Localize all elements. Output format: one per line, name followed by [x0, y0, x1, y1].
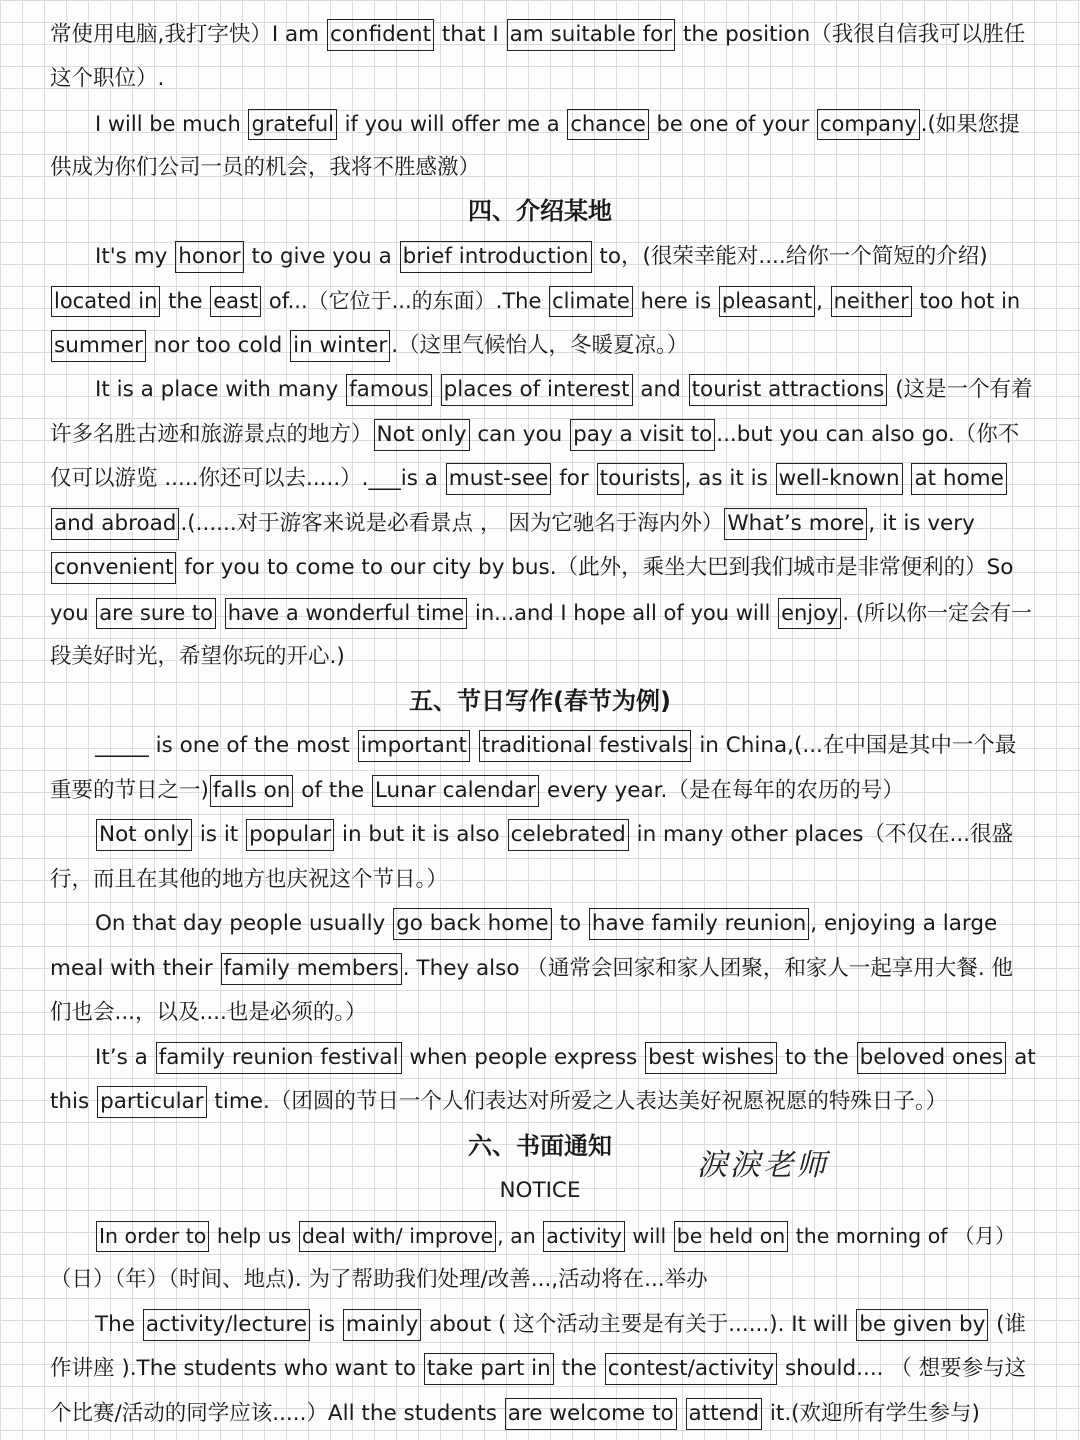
boxed-phrase: Not only [374, 419, 470, 451]
text-run: in many other places（不仅在...很盛 [629, 822, 1014, 847]
boxed-phrase: brief introduction [400, 241, 592, 273]
text-run: (谁 [989, 1312, 1027, 1337]
boxed-phrase: go back home [393, 908, 552, 940]
text-run: 作讲座 ).The students who want to [50, 1356, 423, 1381]
boxed-phrase: well-known [776, 463, 903, 495]
text-run: for you to come to our city by bus.（此外，乘坐大巴到我们城市是非常便利的）So [177, 555, 1014, 580]
text-run: is it [192, 822, 246, 847]
line-07 [50, 331, 1036, 361]
text-run: 重要的节日之一) [50, 778, 209, 803]
text-run: time.（团圆的节日一个人们表达对所爱之人表达美好祝愿祝愿的特殊日子。） [207, 1089, 948, 1114]
text-run: the [161, 289, 210, 313]
line-02 [50, 64, 1036, 94]
text-run: I will be much [95, 112, 248, 136]
boxed-phrase: best wishes [645, 1042, 777, 1074]
text-run [904, 466, 911, 491]
text-run: should.... （ 想要参与这 [778, 1356, 1027, 1381]
text-run: nor too cold [146, 333, 290, 358]
boxed-phrase: deal with/ improve [299, 1221, 496, 1252]
boxed-phrase: pleasant [719, 286, 815, 317]
text-run: (这是一个有着 [888, 377, 1033, 402]
boxed-phrase: activity/lecture [143, 1309, 310, 1341]
line-01 [50, 20, 1036, 50]
boxed-phrase: family reunion festival [156, 1042, 402, 1074]
text-run: every year.（是在每年的农历的号） [540, 778, 904, 803]
line-26 [95, 1310, 1036, 1340]
boxed-phrase: company [817, 109, 920, 140]
line-15 [95, 731, 1036, 761]
line-04 [50, 153, 1036, 183]
text-run: for [552, 466, 596, 491]
text-run [433, 377, 440, 402]
boxed-phrase: beloved ones [857, 1042, 1007, 1074]
text-run: here is [633, 289, 718, 313]
line-19 [95, 909, 1036, 939]
text-run: meal with their [50, 956, 220, 981]
text-run: . They also （通常会回家和家人团聚，和家人一起享用大餐. 他 [402, 956, 1014, 981]
boxed-phrase: in winter [290, 330, 390, 362]
boxed-phrase: tourist attractions [689, 374, 888, 406]
boxed-phrase: In order to [96, 1221, 209, 1252]
text-run: , enjoying a large [810, 911, 998, 936]
line-24 [95, 1221, 1036, 1251]
text-run: 段美好时光，希望你玩的开心.) [50, 644, 345, 669]
signature-handwriting: 淚淚老师 [697, 1148, 829, 1183]
text-run [471, 733, 478, 758]
text-run: you [50, 601, 96, 625]
text-run: if you will offer me a [337, 112, 567, 136]
boxed-phrase: popular [246, 819, 334, 851]
text-run: be one of your [649, 112, 816, 136]
text-run: 们也会...，以及....也是必须的。） [50, 1000, 367, 1025]
text-run: It is a place with many [95, 377, 346, 402]
text-run: 常使用电脑,我打字快）I am [50, 22, 326, 47]
heading-introduce-place: 四、介绍某地 [468, 197, 612, 225]
text-run: to give you a [244, 244, 399, 269]
text-run: when people express [402, 1045, 645, 1070]
text-run: to [552, 911, 588, 936]
line-12 [50, 553, 1036, 583]
text-run: of...（它位于...的东面）.The [262, 289, 549, 313]
text-run: , [816, 289, 830, 313]
boxed-phrase: falls on [210, 775, 294, 807]
boxed-phrase: What’s more [724, 508, 867, 540]
text-run: It’s a [95, 1045, 155, 1070]
text-run: _____ is one of the most [95, 733, 357, 758]
line-16 [50, 776, 1036, 806]
boxed-phrase: located in [51, 286, 160, 317]
text-run: 行，而且在其他的地方也庆祝这个节日。） [50, 867, 448, 892]
text-run: at [1007, 1045, 1036, 1070]
text-run: to the [778, 1045, 856, 1070]
line-25 [50, 1265, 1036, 1295]
boxed-phrase: be given by [856, 1309, 988, 1341]
text-run: it.(欢迎所有学生参与) [763, 1401, 980, 1426]
heading-festival-writing: 五、节日写作(春节为例) [409, 687, 671, 715]
text-run [678, 1401, 685, 1426]
text-run: and [633, 377, 688, 402]
boxed-phrase: am suitable for [507, 19, 676, 51]
boxed-phrase: tourists [597, 463, 684, 495]
boxed-phrase: honor [175, 241, 243, 273]
text-run: On that day people usually [95, 911, 393, 936]
boxed-phrase: climate [549, 286, 633, 317]
boxed-phrase: be held on [674, 1221, 789, 1252]
line-22 [95, 1043, 1036, 1073]
boxed-phrase: contest/activity [605, 1353, 777, 1385]
boxed-phrase: grateful [248, 109, 337, 140]
text-run: . (所以你一定会有一 [842, 601, 1032, 625]
text-run: of the [294, 778, 371, 803]
boxed-phrase: activity [543, 1221, 625, 1252]
boxed-phrase: enjoy [778, 598, 841, 629]
text-run: about ( 这个活动主要是有关于......). It will [422, 1312, 856, 1337]
text-run: that I [435, 22, 506, 47]
line-10 [50, 464, 1036, 494]
text-run: .（这里气候怡人，冬暖夏凉。） [391, 333, 689, 358]
boxed-phrase: traditional festivals [479, 730, 692, 762]
boxed-phrase: chance [567, 109, 649, 140]
line-06 [50, 286, 1036, 316]
boxed-phrase: neither [831, 286, 912, 317]
boxed-phrase: are welcome to [505, 1398, 677, 1430]
text-run [217, 601, 224, 625]
text-run: , as it is [684, 466, 775, 491]
text-run: （日）（年）（时间、地点). 为了帮助我们处理/改善...,活动将在...举办 [50, 1267, 708, 1292]
text-run: can you [470, 422, 570, 447]
line-13 [50, 598, 1036, 628]
text-run: , it is very [868, 511, 975, 536]
text-run: 这个职位）. [50, 66, 165, 91]
boxed-phrase: celebrated [508, 819, 629, 851]
line-18 [50, 865, 1036, 895]
text-run: the [554, 1356, 604, 1381]
text-run: to，(很荣幸能对....给你一个简短的介绍) [592, 244, 988, 269]
boxed-phrase: places of interest [441, 374, 633, 406]
boxed-phrase: famous [346, 374, 432, 406]
boxed-phrase: attend [686, 1398, 763, 1430]
boxed-phrase: are sure to [96, 598, 216, 629]
text-run: 许多名胜古迹和旅游景点的地方） [50, 422, 373, 447]
line-09 [50, 420, 1036, 450]
text-run: the position（我很自信我可以胜任 [676, 22, 1026, 47]
boxed-phrase: east [210, 286, 261, 317]
text-run: 仅可以游览 .....你还可以去.....）.___is a [50, 466, 445, 491]
text-run: is [311, 1312, 342, 1337]
heading-written-notice: 六、书面通知 [468, 1132, 612, 1160]
line-23 [50, 1087, 1036, 1117]
line-03 [95, 109, 1036, 139]
text-run: in China,(...在中国是其中一个最 [692, 733, 1017, 758]
boxed-phrase: must-see [446, 463, 552, 495]
notice-title: NOTICE [499, 1178, 581, 1203]
boxed-phrase: at home [911, 463, 1006, 495]
text-run: help us [210, 1224, 298, 1248]
text-run: .(如果您提 [920, 112, 1020, 136]
text-run: , an [497, 1224, 543, 1248]
line-11 [50, 509, 1036, 539]
text-run: 供成为你们公司一员的机会，我将不胜感激） [50, 155, 481, 180]
boxed-phrase: family members [221, 953, 402, 985]
boxed-phrase: Not only [96, 819, 192, 851]
boxed-phrase: Lunar calendar [372, 775, 539, 807]
line-05 [95, 242, 1036, 272]
boxed-phrase: pay a visit to [570, 419, 715, 451]
boxed-phrase: convenient [51, 552, 176, 584]
text-run: The [95, 1312, 142, 1337]
line-14 [50, 642, 1036, 672]
text-run: ...but you can also go.（你不 [716, 422, 1020, 447]
line-20 [50, 954, 1036, 984]
text-run: this [50, 1089, 97, 1114]
text-run: 个比赛/活动的同学应该.....）All the students [50, 1401, 504, 1426]
line-27 [50, 1354, 1036, 1384]
text-run: in but it is also [335, 822, 507, 847]
boxed-phrase: take part in [424, 1353, 554, 1385]
text-run: the morning of （月） [789, 1224, 1016, 1248]
text-run: too hot in [912, 289, 1021, 313]
text-run: .(......对于游客来说是必看景点 ， 因为它驰名于海内外） [180, 511, 724, 536]
boxed-phrase: have a wonderful time [225, 598, 468, 629]
line-21 [50, 998, 1036, 1028]
line-08 [95, 375, 1036, 405]
boxed-phrase: mainly [343, 1309, 421, 1341]
line-28 [50, 1399, 1036, 1429]
boxed-phrase: have family reunion [589, 908, 809, 940]
boxed-phrase: summer [51, 330, 146, 362]
boxed-phrase: confident [327, 19, 434, 51]
boxed-phrase: particular [97, 1086, 207, 1118]
boxed-phrase: important [358, 730, 470, 762]
text-run: will [625, 1224, 673, 1248]
text-run: It's my [95, 244, 175, 269]
text-run: in...and I hope all of you will [468, 601, 778, 625]
boxed-phrase: and abroad [51, 508, 179, 540]
line-17 [95, 820, 1036, 850]
